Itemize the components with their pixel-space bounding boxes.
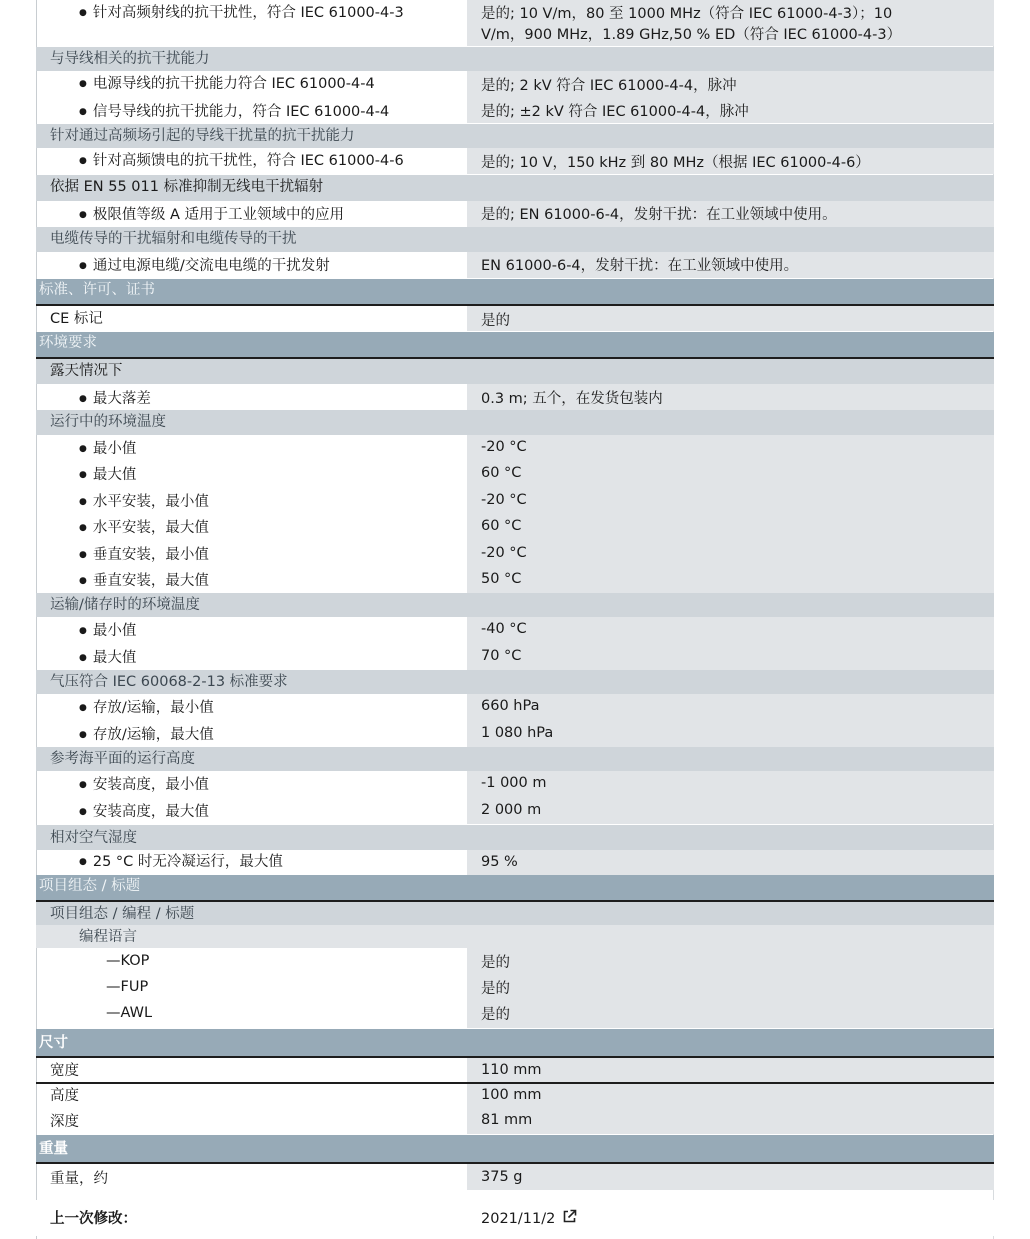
subheader-pressure <box>36 670 994 694</box>
spec-value: 110 mm <box>467 1058 994 1082</box>
spec-row-height <box>36 1082 994 1108</box>
spec-row-cable-emission <box>36 252 994 278</box>
spec-row-limit-class <box>36 201 994 227</box>
spec-label: ● 存放/运输，最大值 <box>36 721 466 747</box>
last-modified-cell <box>467 1200 994 1236</box>
subheader-label: 相对空气湿度 <box>36 825 994 850</box>
spec-label: CE 标记 <box>50 311 103 327</box>
spec-row-humidity <box>36 850 994 875</box>
spec-row-ver-min <box>36 541 994 567</box>
spec-label: ● 最小值 <box>36 435 466 461</box>
subheader-en55011 <box>36 175 994 201</box>
spec-label: ● 安装高度，最大值 <box>36 798 466 824</box>
spec-row-hf-radiation <box>36 0 994 46</box>
spec-label: ● 水平安装，最大值 <box>36 514 466 541</box>
spec-row-press-max <box>36 721 994 747</box>
spec-row-max-drop <box>36 384 994 410</box>
spec-value: 是的; 2 kV 符合 IEC 61000-4-4，脉冲 <box>467 71 994 98</box>
section-title: 重量 <box>36 1135 994 1162</box>
spec-value: 是的 <box>467 975 994 1001</box>
spec-row-hor-min <box>36 488 994 514</box>
spec-row-hor-max <box>36 514 994 541</box>
spec-label: ● 针对高频射线的抗干扰性，符合 IEC 61000-4-3 <box>36 0 466 46</box>
spec-value: 60 °C <box>467 461 994 488</box>
spec-value: 660 hPa <box>467 694 994 721</box>
spec-value: 是的; 10 V，150 kHz 到 80 MHz（根据 IEC 61000-4-6） <box>467 148 994 174</box>
last-modified-value: 2021/11/2 <box>481 1211 556 1227</box>
spec-label: 高度 <box>50 1088 79 1104</box>
spec-row-alt-max <box>36 798 994 824</box>
spec-label: — AWL <box>36 1001 466 1028</box>
spec-row-op-min <box>36 435 994 461</box>
subheader-label: 与导线相关的抗干扰能力 <box>36 47 994 71</box>
spec-value: 0.3 m; 五个，在发货包装内 <box>467 384 994 410</box>
spec-label: ● 最大值 <box>36 461 466 488</box>
spec-row-signal-wire <box>36 98 994 123</box>
spec-value: -1 000 m <box>467 771 994 798</box>
spec-label: — FUP <box>36 975 466 1001</box>
spec-value: 95 % <box>467 850 994 875</box>
spec-value: -20 °C <box>467 488 994 514</box>
spec-value: 是的; EN 61000-6-4，发射干扰：在工业领域中使用。 <box>467 201 994 227</box>
spec-value: EN 61000-6-4，发射干扰：在工业领域中使用。 <box>467 252 994 278</box>
spec-row-press-min <box>36 694 994 721</box>
spec-label: ● 电源导线的抗干扰能力符合 IEC 61000-4-4 <box>36 71 466 98</box>
spec-value: 375 g <box>467 1164 994 1190</box>
spec-value: 是的 <box>467 948 994 975</box>
spec-row-st-min <box>36 617 994 644</box>
section-environment <box>36 332 994 357</box>
subheader-altitude <box>36 747 994 771</box>
subheader-wire-immunity <box>36 47 994 71</box>
subheader-label: 编程语言 <box>36 925 994 948</box>
spec-row-depth <box>36 1108 994 1134</box>
spec-label: ● 水平安装，最小值 <box>36 488 466 514</box>
subheader-op-temp <box>36 410 994 435</box>
spec-value: 100 mm <box>467 1084 994 1108</box>
spec-value: -40 °C <box>467 617 994 644</box>
spec-value: 70 °C <box>467 644 994 670</box>
spec-label: ● 安装高度，最小值 <box>36 771 466 798</box>
subheader-humidity <box>36 825 994 850</box>
spec-value: 是的 <box>467 306 994 331</box>
spec-row-fup <box>36 975 994 1001</box>
spec-label: ● 针对高频馈电的抗干扰性，符合 IEC 61000-4-6 <box>36 148 466 174</box>
spec-label: ● 垂直安装，最小值 <box>36 541 466 567</box>
spec-label: 深度 <box>50 1114 79 1130</box>
spec-label: ● 通过电源电缆/交流电电缆的干扰发射 <box>36 252 466 278</box>
section-title: 项目组态 / 标题 <box>36 875 994 900</box>
spec-row-kop <box>36 948 994 975</box>
spec-row-width <box>36 1056 994 1082</box>
subheader-label: 气压符合 IEC 60068-2-13 标准要求 <box>36 670 994 694</box>
last-modified-label: 上一次修改： <box>36 1200 466 1236</box>
section-title: 环境要求 <box>36 332 994 357</box>
subheader-label: 参考海平面的运行高度 <box>36 747 994 771</box>
subheader-project <box>36 900 994 925</box>
spec-label: 宽度 <box>50 1063 79 1079</box>
section-title: 尺寸 <box>36 1029 994 1056</box>
spec-label: ● 垂直安装，最大值 <box>36 567 466 593</box>
subheader-label: 项目组态 / 编程 / 标题 <box>36 902 994 925</box>
spec-label: 重量，约 <box>50 1171 108 1187</box>
subheader-cable-emission <box>36 227 994 252</box>
spec-value: -20 °C <box>467 435 994 461</box>
subheader-outdoor <box>36 357 994 384</box>
spec-row-ce <box>36 304 994 331</box>
spec-label: ● 信号导线的抗干扰能力，符合 IEC 61000-4-4 <box>36 98 466 123</box>
spec-label: ● 最大值 <box>36 644 466 670</box>
subheader-label: 依据 EN 55 011 标准抑制无线电干扰辐射 <box>36 175 994 201</box>
spec-label: ● 存放/运输，最小值 <box>36 694 466 721</box>
spec-value: 是的; 10 V/m，80 至 1000 MHz（符合 IEC 61000-4-3）；10 V/m，900 MHz，1.89 GHz,50 % ED（符合 IEC 61000-4-3） <box>467 0 994 46</box>
spec-row-awl <box>36 1001 994 1028</box>
subheader-label: 运行中的环境温度 <box>36 410 994 435</box>
spec-value: 60 °C <box>467 514 994 541</box>
spec-label: ● 最大落差 <box>36 384 466 410</box>
spec-row-hf-feed <box>36 148 994 174</box>
spec-value: 是的; ±2 kV 符合 IEC 61000-4-4，脉冲 <box>467 98 994 123</box>
subheader-storage-temp <box>36 593 994 617</box>
spec-value: 2 000 m <box>467 798 994 824</box>
section-dimensions <box>36 1029 994 1056</box>
spec-value: 81 mm <box>467 1108 994 1134</box>
spec-value: -20 °C <box>467 541 994 567</box>
spec-value: 50 °C <box>467 567 994 593</box>
spec-row-ver-max <box>36 567 994 593</box>
spec-row-alt-min <box>36 771 994 798</box>
spec-label: ● 25 °C 时无冷凝运行，最大值 <box>36 850 466 875</box>
subheader-label: 电缆传导的干扰辐射和电缆传导的干扰 <box>36 227 994 252</box>
spec-label: ● 极限值等级 A 适用于工业领域中的应用 <box>36 201 466 227</box>
spec-row-last-modified <box>36 1200 994 1236</box>
subheader-label: 露天情况下 <box>36 359 994 384</box>
section-project <box>36 875 994 900</box>
section-title: 标准、许可、证书 <box>36 279 994 304</box>
spec-sheet <box>36 0 994 1239</box>
spec-row-op-max <box>36 461 994 488</box>
spec-label: ● 最小值 <box>36 617 466 644</box>
subheader-prog-lang <box>36 925 994 948</box>
spec-row-st-max <box>36 644 994 670</box>
subheader-hf-field <box>36 124 994 148</box>
spec-label: — KOP <box>36 948 466 975</box>
section-standards <box>36 279 994 304</box>
spec-value: 是的 <box>467 1001 994 1028</box>
subheader-label: 运输/储存时的环境温度 <box>36 593 994 617</box>
spec-value: 1 080 hPa <box>467 721 994 747</box>
spec-row-power-wire <box>36 71 994 98</box>
subheader-label: 针对通过高频场引起的导线干扰量的抗干扰能力 <box>36 124 994 148</box>
spec-row-weight <box>36 1162 994 1190</box>
external-link-icon[interactable] <box>562 1209 576 1223</box>
section-weight <box>36 1135 994 1162</box>
